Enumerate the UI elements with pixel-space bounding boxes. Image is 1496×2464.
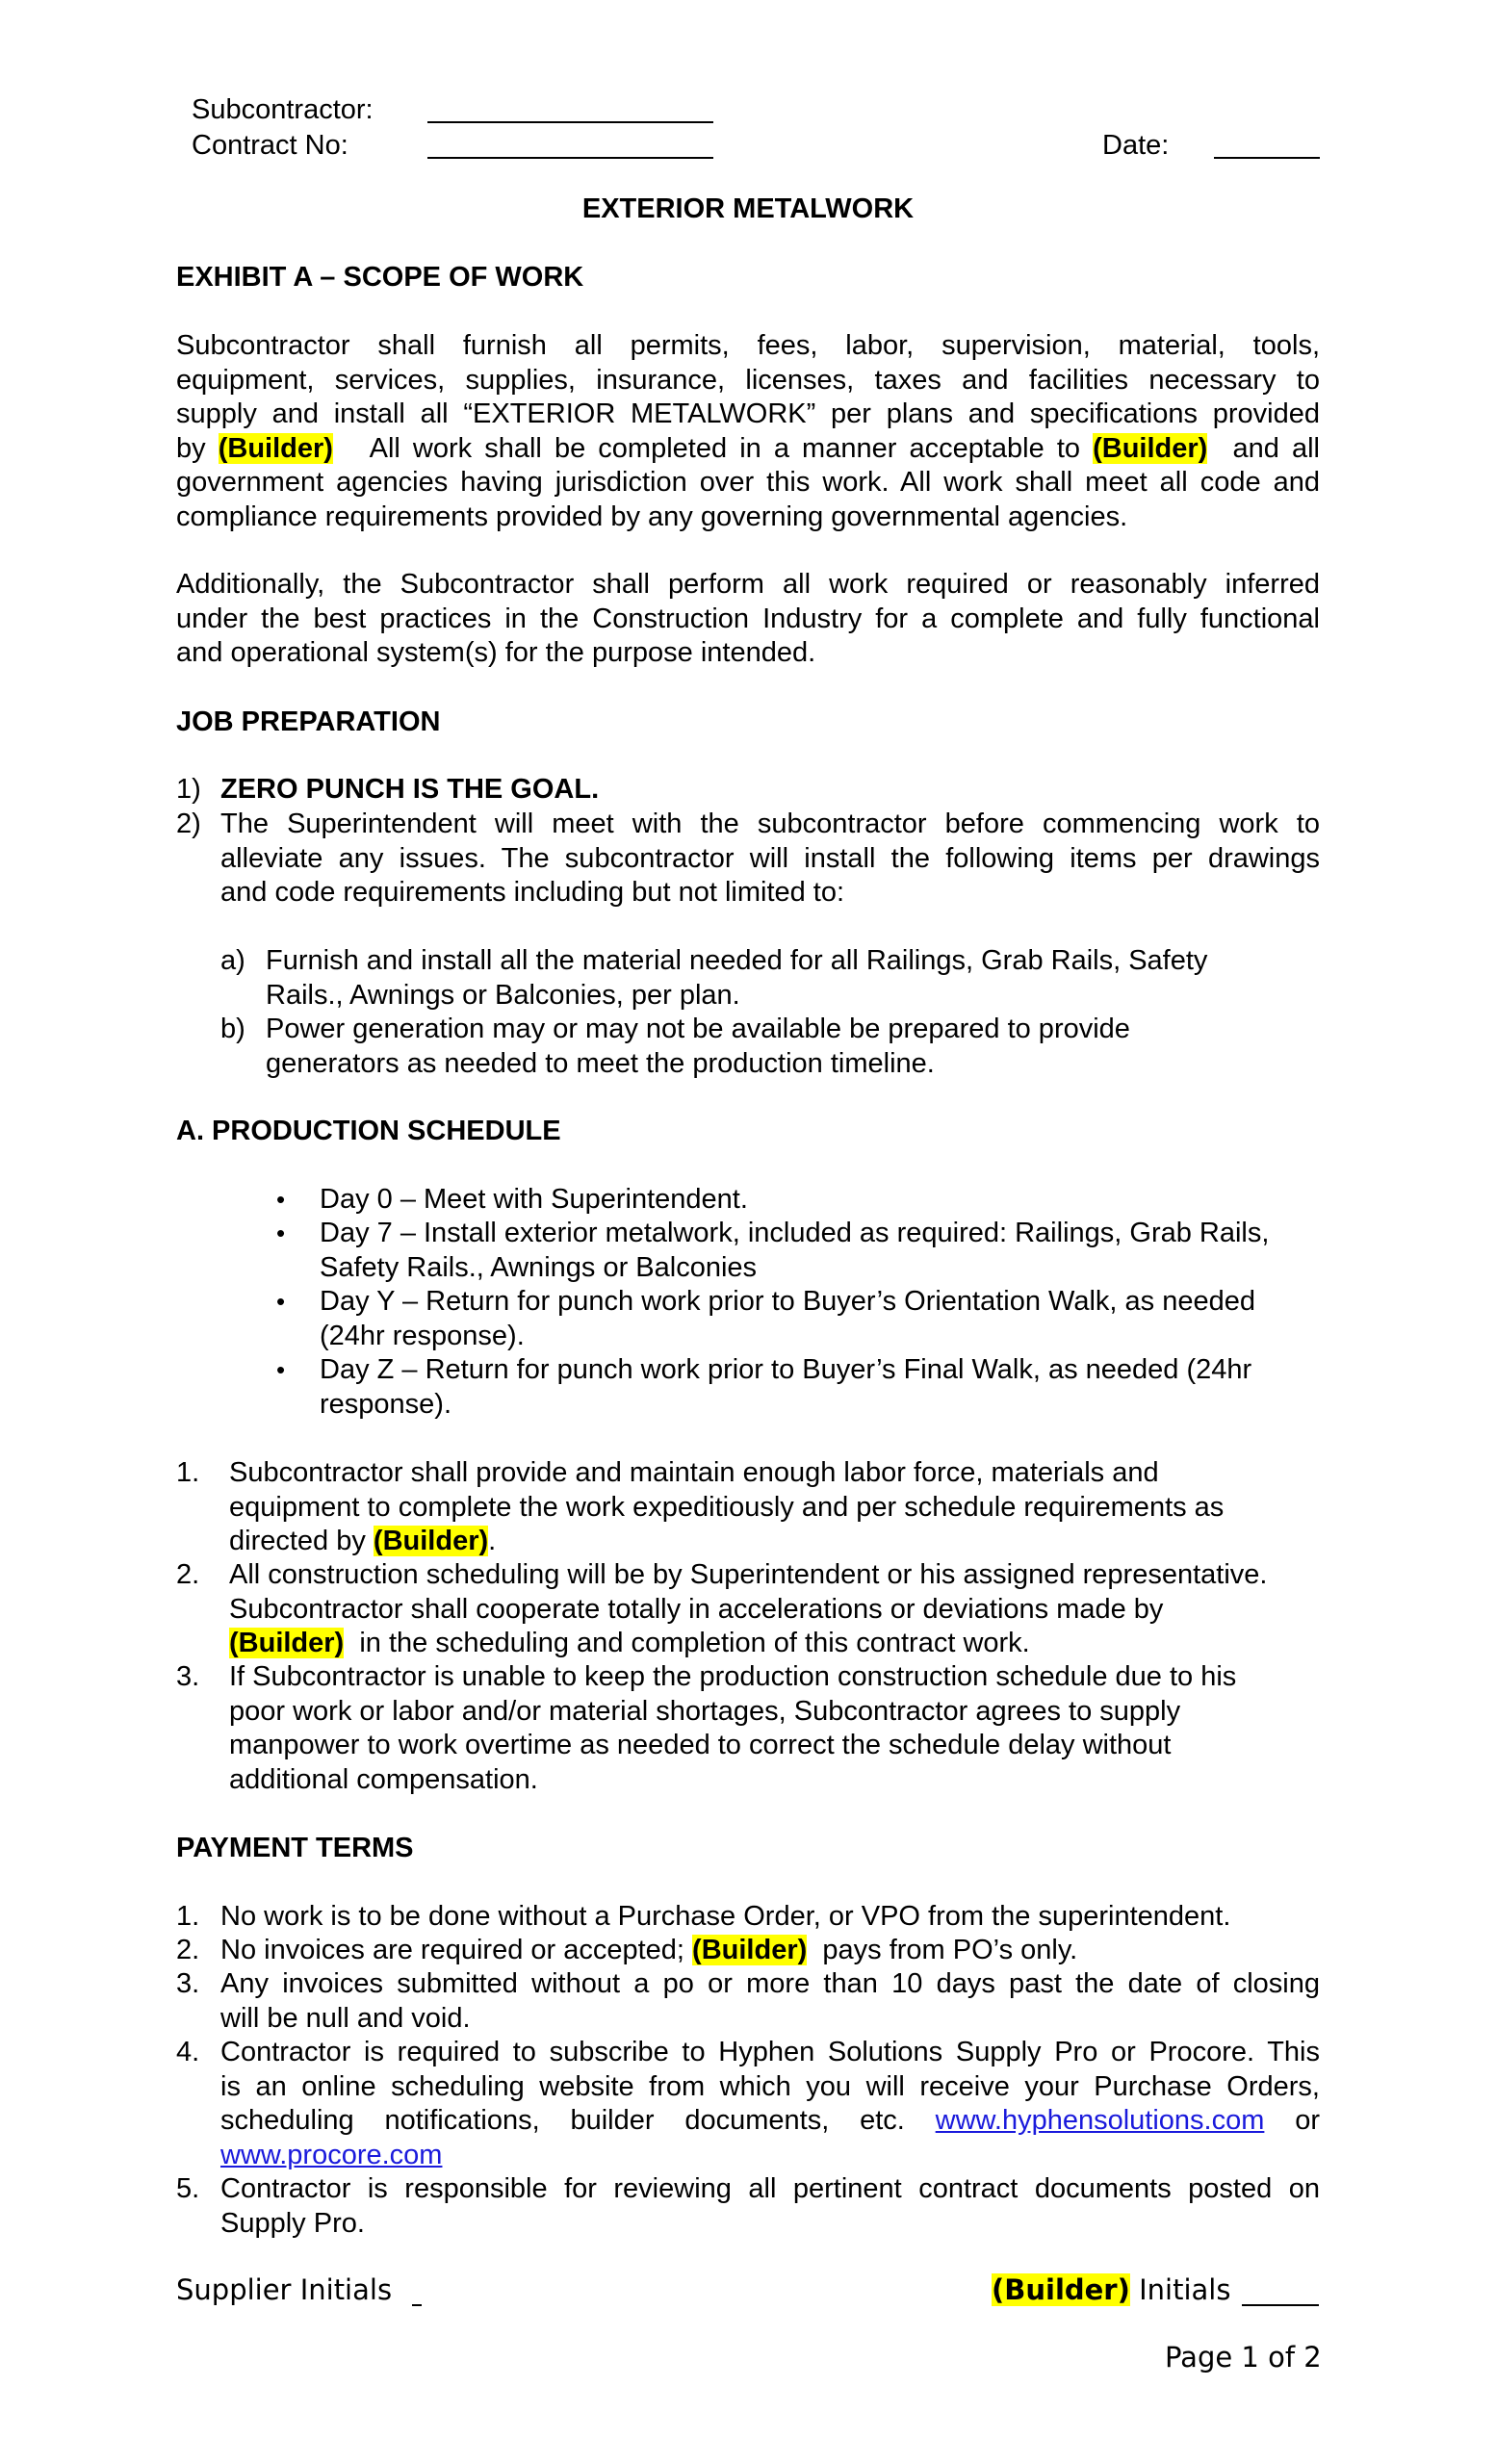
date-label: Date: (1102, 130, 1170, 161)
builder-highlight: (Builder) (692, 1935, 808, 1965)
supplier-initials: Supplier Initials (176, 2273, 393, 2306)
payment-list (0, 1900, 1348, 2241)
job-prep-list (0, 773, 1348, 911)
builder-initials-blank[interactable] (1242, 2281, 1319, 2306)
list-item: 1. No work is to be done without a Purchase Order, or VPO from the superintendent. (176, 1901, 1231, 1932)
page-number: Page 1 of 2 (1165, 2341, 1322, 2374)
list-item: • Day Z – Return for punch work prior to Buyer’s Final Walk, as needed (24hr response). (276, 1354, 1252, 1420)
list-item: b) Power generation may or may not be available be prepared to provide generators as needed to meet the production timeline. (220, 1014, 1130, 1079)
contract-no-blank[interactable] (427, 136, 713, 159)
list-item: 1) ZERO PUNCH IS THE GOAL. (176, 774, 600, 805)
job-prep-sublist (0, 944, 1348, 1081)
list-item: 5. Contractor is responsible for reviewing all pertinent contract documents posted on Supply Pro. (176, 2173, 1320, 2239)
date-blank[interactable] (1214, 136, 1320, 159)
list-item: a) Furnish and install all the material needed for all Railings, Grab Rails, Safety Rails., Awnings or Balconies, per plan. (220, 945, 1208, 1011)
list-item: • Day 7 – Install exterior metalwork, included as required: Railings, Grab Rails, Safety Rails., Awnings or Balconies (276, 1218, 1270, 1283)
list-item: • Day 0 – Meet with Superintendent. (276, 1184, 748, 1215)
hyphensolutions-link[interactable]: www.hyphensolutions.com (935, 2105, 1265, 2136)
production-numbered-list (0, 1456, 1348, 1797)
list-item: 2) The Superintendent will meet with the subcontractor before commencing work to alleviate any issues. The subcontractor will install the following items per drawings and code requirements including but not limited to: (176, 808, 1320, 908)
builder-highlight: (Builder) (218, 432, 333, 464)
contract-no-label: Contract No: (192, 130, 348, 161)
list-item: 3. If Subcontractor is unable to keep the production construction schedule due to his poor work or labor and/or material shortages, Subcontractor agrees to supply manpower to work overtime as needed to correct the schedule delay without additional compensation. (176, 1661, 1237, 1795)
builder-highlight: (Builder) (229, 1628, 345, 1658)
builder-initials: (Builder) Initials (992, 2273, 1231, 2306)
job-prep-heading: JOB PREPARATION (176, 706, 441, 737)
payment-heading: PAYMENT TERMS (176, 1833, 414, 1863)
builder-highlight: (Builder) (373, 1526, 489, 1556)
list-item: 2. No invoices are required or accepted; (Builder) pays from PO’s only. (176, 1935, 1078, 1965)
builder-highlight: (Builder) (992, 2273, 1130, 2306)
subcontractor-label: Subcontractor: (192, 94, 374, 125)
procore-link[interactable]: www.procore.com (220, 2139, 443, 2170)
list-item: 2. All construction scheduling will be by Superintendent or his assigned representative. Subcontractor shall cooperate totally in accelerations or deviations made by (Builder) in the scheduling and completion of this contract work. (176, 1559, 1268, 1658)
document-title: EXTERIOR METALWORK (581, 193, 915, 224)
list-item: 1. Subcontractor shall provide and maintain enough labor force, materials and equipment to complete the work expeditiously and per schedule requirements as directed by (Builder). (176, 1457, 1225, 1556)
subcontractor-blank[interactable] (427, 100, 713, 123)
scope-paragraph: Subcontractor shall furnish all permits, fees, labor, supervision, material, tools, equipment, services, supplies, insurance, licenses, taxes and facilities necessary to supply and install all “EXTERIOR METALWORK” per plans and specifications provided by (Builder) All work shall be completed in a manner acceptable to (Builder) and all government agencies having jurisdiction over this work. All work shall meet all code and compliance requirements provided by any governing governmental agencies. (176, 330, 1320, 532)
list-item: 3. Any invoices submitted without a po or more than 10 days past the date of closing will be null and void. (176, 1968, 1320, 2034)
scope-paragraph-2: Additionally, the Subcontractor shall perform all work required or reasonably inferred under the best practices in the Construction Industry for a complete and fully functional and operational system(s) for the purpose intended. (176, 569, 1320, 668)
production-heading: A. PRODUCTION SCHEDULE (176, 1116, 561, 1146)
supplier-initials-blank[interactable] (412, 2281, 422, 2306)
list-item: 4. Contractor is required to subscribe to Hyphen Solutions Supply Pro or Procore. This is an online scheduling website from which you will receive your Purchase Orders, scheduling notifications, builder documents, etc. www.hyphensolutions.com or www.procore.com (176, 2037, 1321, 2170)
builder-highlight: (Builder) (1093, 432, 1208, 464)
list-item: • Day Y – Return for punch work prior to Buyer’s Orientation Walk, as needed (24hr response). (276, 1286, 1255, 1351)
exhibit-heading: EXHIBIT A – SCOPE OF WORK (176, 262, 584, 293)
production-bullets (0, 1183, 1348, 1422)
